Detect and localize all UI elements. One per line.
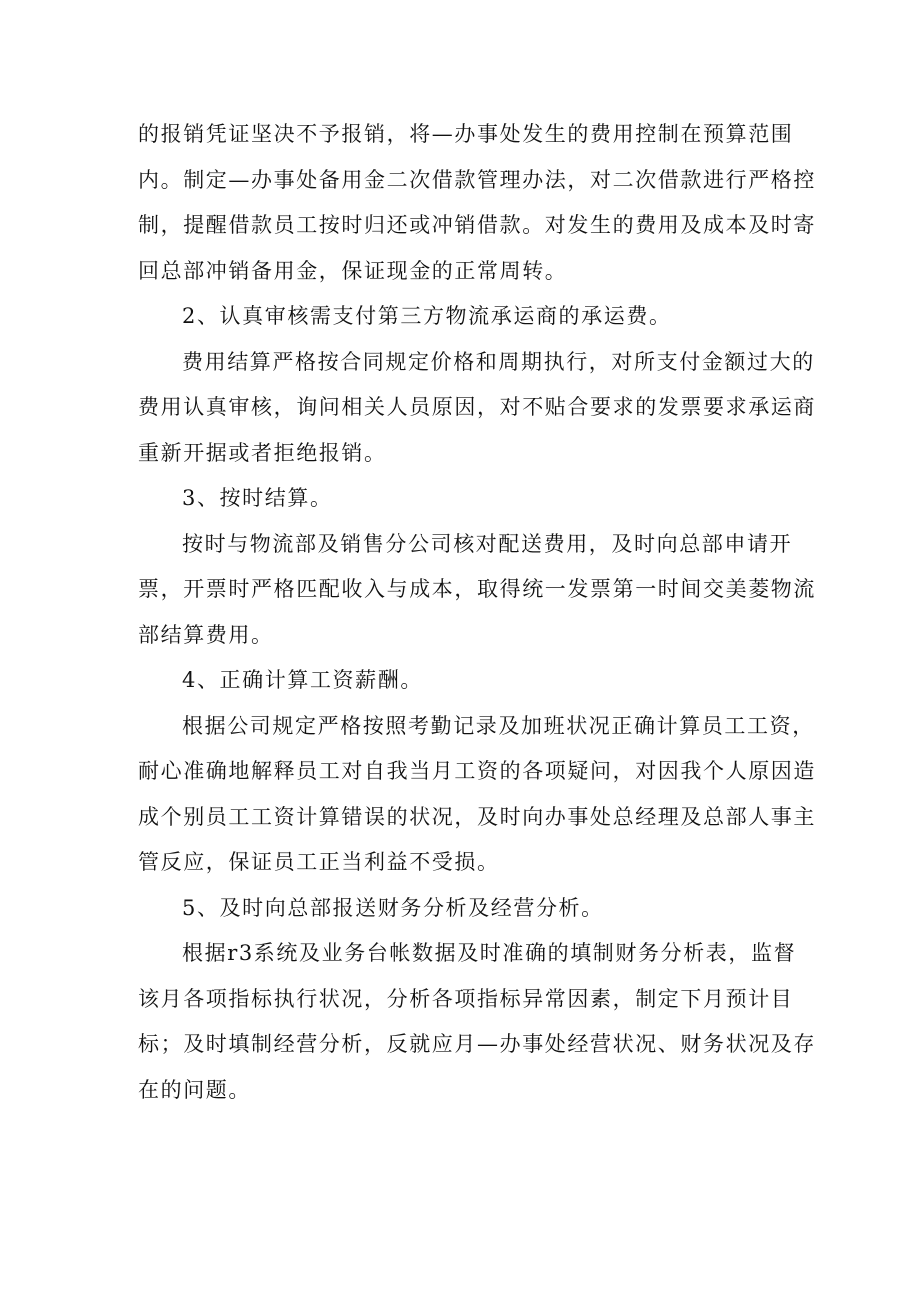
paragraph-line: 费用认真审核，询问相关人员原因，对不贴合要求的发票要求承运商 [138, 395, 816, 419]
paragraph-line: 回总部冲销备用金，保证现金的正常周转。 [138, 258, 568, 283]
paragraph-line: 内。制定—办事处备用金二次借款管理办法，对二次借款进行严格控 [138, 167, 816, 192]
paragraph-line: 耐心准确地解释员工对自我当月工资的各项疑问，对因我个人原因造 [138, 759, 816, 783]
paragraph-line: 票，开票时严格匹配收入与成本，取得统一发票第一时间交美菱物流 [138, 577, 816, 601]
section-heading: 2、认真审核需支付第三方物流承运商的承运费。 [182, 304, 672, 328]
paragraph-line: 的报销凭证坚决不予报销，将—办事处发生的费用控制在预算范围 [138, 122, 794, 146]
paragraph-line: 制，提醒借款员工按时归还或冲销借款。对发生的费用及成本及时寄 [138, 213, 816, 237]
paragraph-line: 在的问题。 [138, 1077, 251, 1102]
paragraph-line: 部结算费用。 [138, 622, 274, 647]
document-body [138, 112, 816, 1113]
paragraph-line: 按时与物流部及销售分公司核对配送费用，及时向总部申请开 [182, 531, 793, 556]
section-heading: 5、及时向总部报送财务分析及经营分析。 [182, 895, 604, 920]
paragraph-line: 该月各项指标执行状况，分析各项指标异常因素，制定下月预计目 [138, 986, 794, 1011]
paragraph-line: 重新开据或者拒绝报销。 [138, 440, 387, 465]
paragraph-line: 标；及时填制经营分析，反就应月—办事处经营状况、财务状况及存 [138, 1032, 816, 1056]
paragraph-line: 根据公司规定严格按照考勤记录及加班状况正确计算员工工资， [182, 713, 815, 738]
section-heading: 4、正确计算工资薪酬。 [182, 668, 423, 692]
paragraph-line: 根据r3系统及业务台帐数据及时准确的填制财务分析表，监督 [182, 941, 797, 965]
paragraph-line: 管反应，保证员工正当利益不受损。 [138, 850, 500, 874]
paragraph-line: 成个别员工工资计算错误的状况，及时向办事处总经理及总部人事主 [138, 804, 816, 829]
paragraph-line: 费用结算严格按合同规定价格和周期执行，对所支付金额过大的 [182, 349, 815, 374]
section-heading: 3、按时结算。 [182, 486, 333, 510]
